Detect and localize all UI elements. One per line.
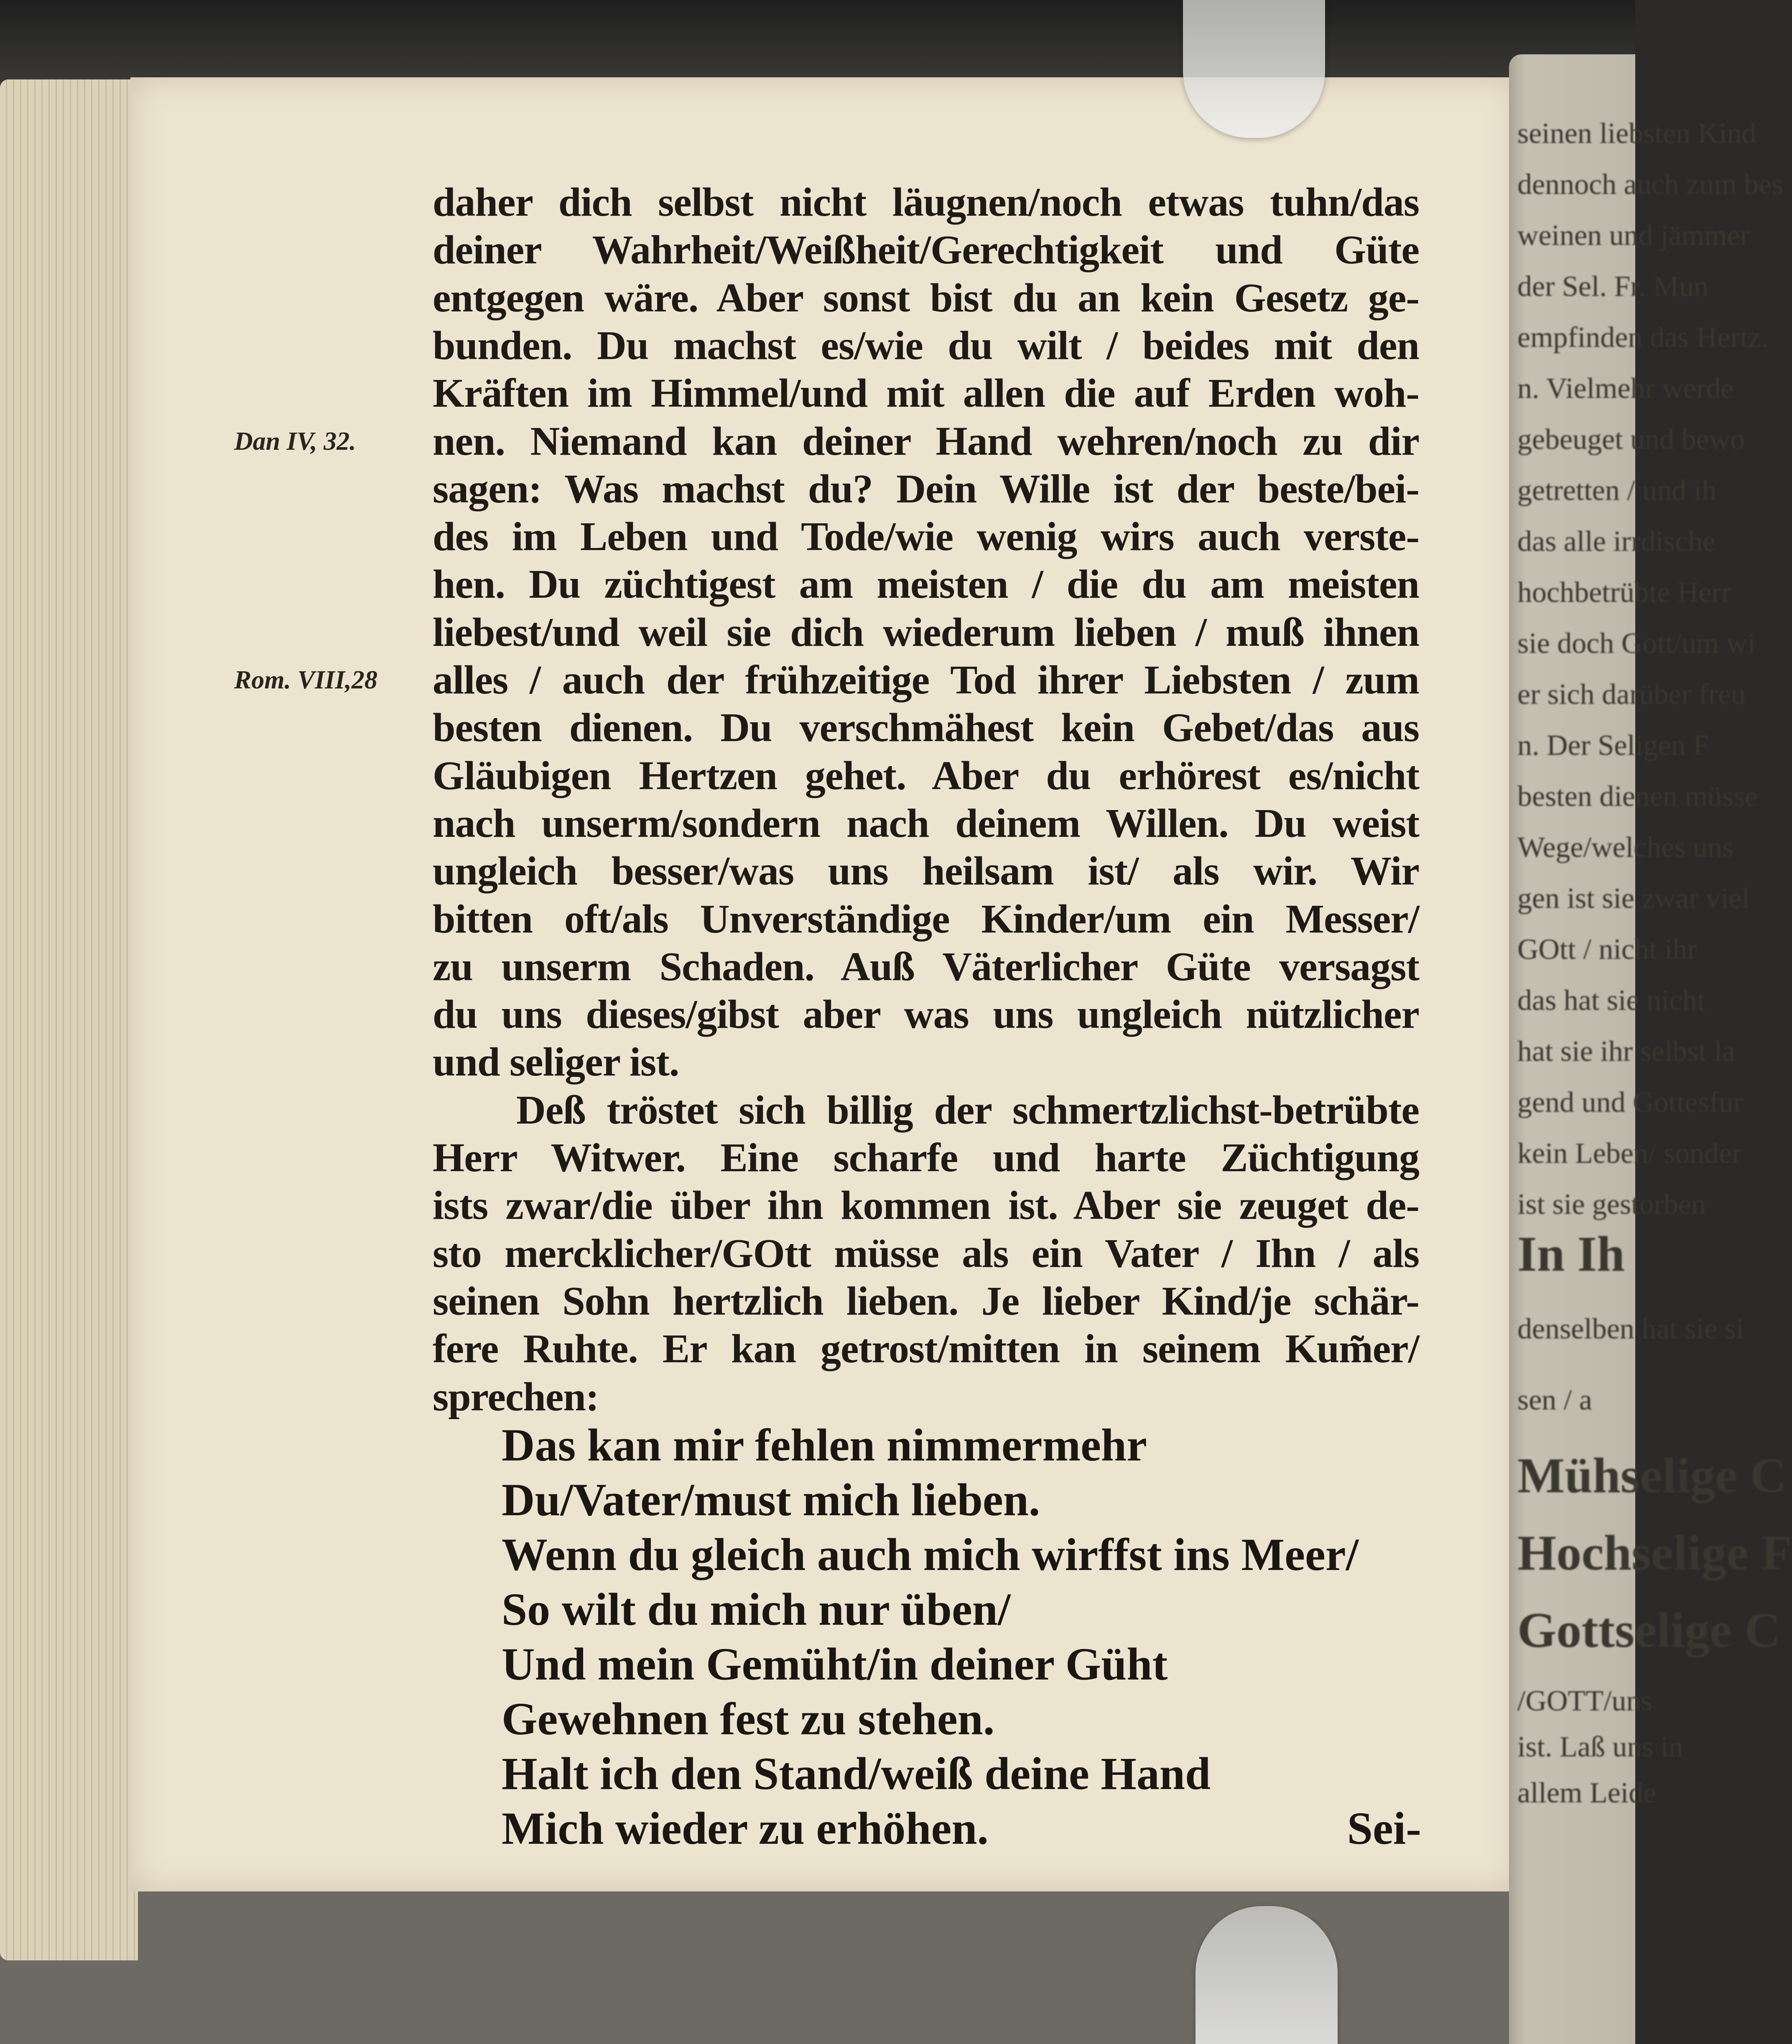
- facing-text-line: Wege/welches uns: [1517, 831, 1734, 864]
- facing-text-line: empfinden das Hertz.: [1517, 321, 1769, 354]
- text-line: bunden. Du machst es/wie du wilt / beides mit den: [433, 323, 1419, 368]
- text-line: nen. Niemand kan deiner Hand wehren/noch zu dir: [433, 418, 1419, 464]
- facing-text-line: allem Leide: [1517, 1777, 1657, 1809]
- page-clip-bottom: [1196, 1906, 1338, 2044]
- text-line: Kräften im Himmel/und mit allen die auf Erden woh-: [433, 371, 1419, 416]
- text-line: Gläubigen Hertzen gehet. Aber du erhörest es/nicht: [433, 753, 1419, 798]
- facing-text-line: der Sel. Fr. Mun: [1517, 270, 1708, 303]
- facing-text-line: sie doch Gott/um wi: [1517, 627, 1756, 660]
- facing-page: [1509, 54, 1792, 2044]
- text-line: deiner Wahrheit/Weißheit/Gerechtigkeit und Güte: [433, 227, 1419, 273]
- poem-line: Mich wieder zu erhöhen.: [502, 1803, 989, 1854]
- text-line: sprechen:: [433, 1374, 599, 1420]
- facing-big-line: Gottselige C: [1517, 1602, 1781, 1658]
- poem-line: Du/Vater/must mich lieben.: [502, 1474, 1040, 1525]
- text-line: seinen Sohn hertzlich lieben. Je lieber Kind/je schär-: [433, 1278, 1419, 1324]
- facing-text-line: kein Leben/ sonder: [1517, 1137, 1742, 1170]
- facing-text-line: ist. Laß uns in: [1517, 1731, 1683, 1763]
- page-edges-stack: [0, 79, 138, 1960]
- poem-line: So wilt du mich nur üben/: [502, 1584, 1011, 1635]
- facing-text-line: /GOTT/uns: [1517, 1685, 1652, 1717]
- facing-big-line: Hochselige F: [1517, 1525, 1792, 1580]
- text-line: besten dienen. Du verschmähest kein Gebet/das aus: [433, 705, 1419, 751]
- facing-text-line: sen / a: [1517, 1384, 1592, 1416]
- facing-text-line: hochbetrübte Herr: [1517, 576, 1731, 609]
- text-line: zu unserm Schaden. Auß Väterlicher Güte versagst: [433, 944, 1419, 989]
- text-line: fere Ruhte. Er kan getrost/mitten in seinem Kum̃er/: [433, 1326, 1419, 1372]
- poem-line: Gewehnen fest zu stehen.: [502, 1693, 995, 1744]
- facing-text-line: seinen liebsten Kind: [1517, 117, 1756, 150]
- text-line: ungleich besser/was uns heilsam ist/ als wir. Wir: [433, 849, 1419, 894]
- facing-text-line: GOtt / nicht ihr: [1517, 933, 1697, 966]
- text-line: alles / auch der frühzeitige Tod ihrer Liebsten / zum: [433, 658, 1419, 703]
- facing-text-line: er sich darüber freu: [1517, 678, 1746, 711]
- text-line: ists zwar/die über ihn kommen ist. Aber sie zeuget de-: [433, 1183, 1419, 1228]
- text-line: hen. Du züchtigest am meisten / die du am meisten: [433, 562, 1419, 607]
- facing-text-line: das alle irrdische: [1517, 525, 1716, 558]
- facing-text-line: ist sie gestorben: [1517, 1188, 1706, 1221]
- facing-text-line: n. Vielmehr werde: [1517, 372, 1734, 405]
- facing-text-line: gen ist sie zwar viel: [1517, 882, 1750, 915]
- margin-note: Rom. VIII,28: [234, 666, 377, 694]
- facing-big-line: Mühselige C: [1517, 1448, 1787, 1503]
- text-line: Herr Witwer. Eine scharfe und harte Züchtigung: [433, 1135, 1419, 1180]
- facing-text-line: dennoch auch zum bes: [1517, 168, 1783, 201]
- text-line: bitten oft/als Unverständige Kinder/um ein Messer/: [433, 896, 1419, 942]
- facing-text-line: gend und Gottesfur: [1517, 1086, 1744, 1119]
- catchword: Sei-: [1347, 1803, 1421, 1854]
- facing-text-line: denselben hat sie si: [1517, 1313, 1744, 1345]
- facing-text-line: besten dienen müsse: [1517, 780, 1758, 813]
- poem-line: Das kan mir fehlen nimmermehr: [502, 1420, 1147, 1471]
- facing-text-line: hat sie ihr selbst la: [1517, 1035, 1736, 1068]
- poem-line: Und mein Gemüht/in deiner Güht: [502, 1639, 1168, 1690]
- facing-text-line: weinen und jämmer: [1517, 219, 1750, 252]
- text-line: des im Leben und Tode/wie wenig wirs auch verste-: [433, 514, 1419, 560]
- text-line: liebest/und weil sie dich wiederum lieben / muß ihnen: [433, 609, 1419, 655]
- page-clip-top: [1183, 0, 1325, 138]
- facing-heading: In Ih: [1517, 1226, 1625, 1282]
- text-line: und seliger ist.: [433, 1040, 679, 1085]
- facing-text-line: das hat sie nicht: [1517, 984, 1705, 1017]
- text-line: nach unserm/sondern nach deinem Willen. Du weist: [433, 800, 1419, 846]
- poem-line: Halt ich den Stand/weiß deine Hand: [502, 1748, 1211, 1799]
- facing-text-line: n. Der Seligen F: [1517, 729, 1709, 762]
- text-line: sto mercklicher/GOtt müsse als ein Vater / Ihn / als: [433, 1231, 1419, 1276]
- facing-text-line: gebeuget und bewo: [1517, 423, 1745, 456]
- text-line: Deß tröstet sich billig der schmertzlichst-betrübte: [516, 1087, 1419, 1133]
- text-line: daher dich selbst nicht läugnen/noch etwas tuhn/das: [433, 180, 1419, 225]
- text-line: sagen: Was machst du? Dein Wille ist der beste/bei-: [433, 466, 1419, 512]
- text-line: entgegen wäre. Aber sonst bist du an kein Gesetz ge-: [433, 275, 1419, 321]
- facing-text-line: getretten / und ih: [1517, 474, 1717, 507]
- poem-line: Wenn du gleich auch mich wirffst ins Meer/: [502, 1529, 1359, 1580]
- text-line: du uns dieses/gibst aber was uns ungleich nützlicher: [433, 992, 1419, 1037]
- margin-note: Dan IV, 32.: [234, 427, 356, 456]
